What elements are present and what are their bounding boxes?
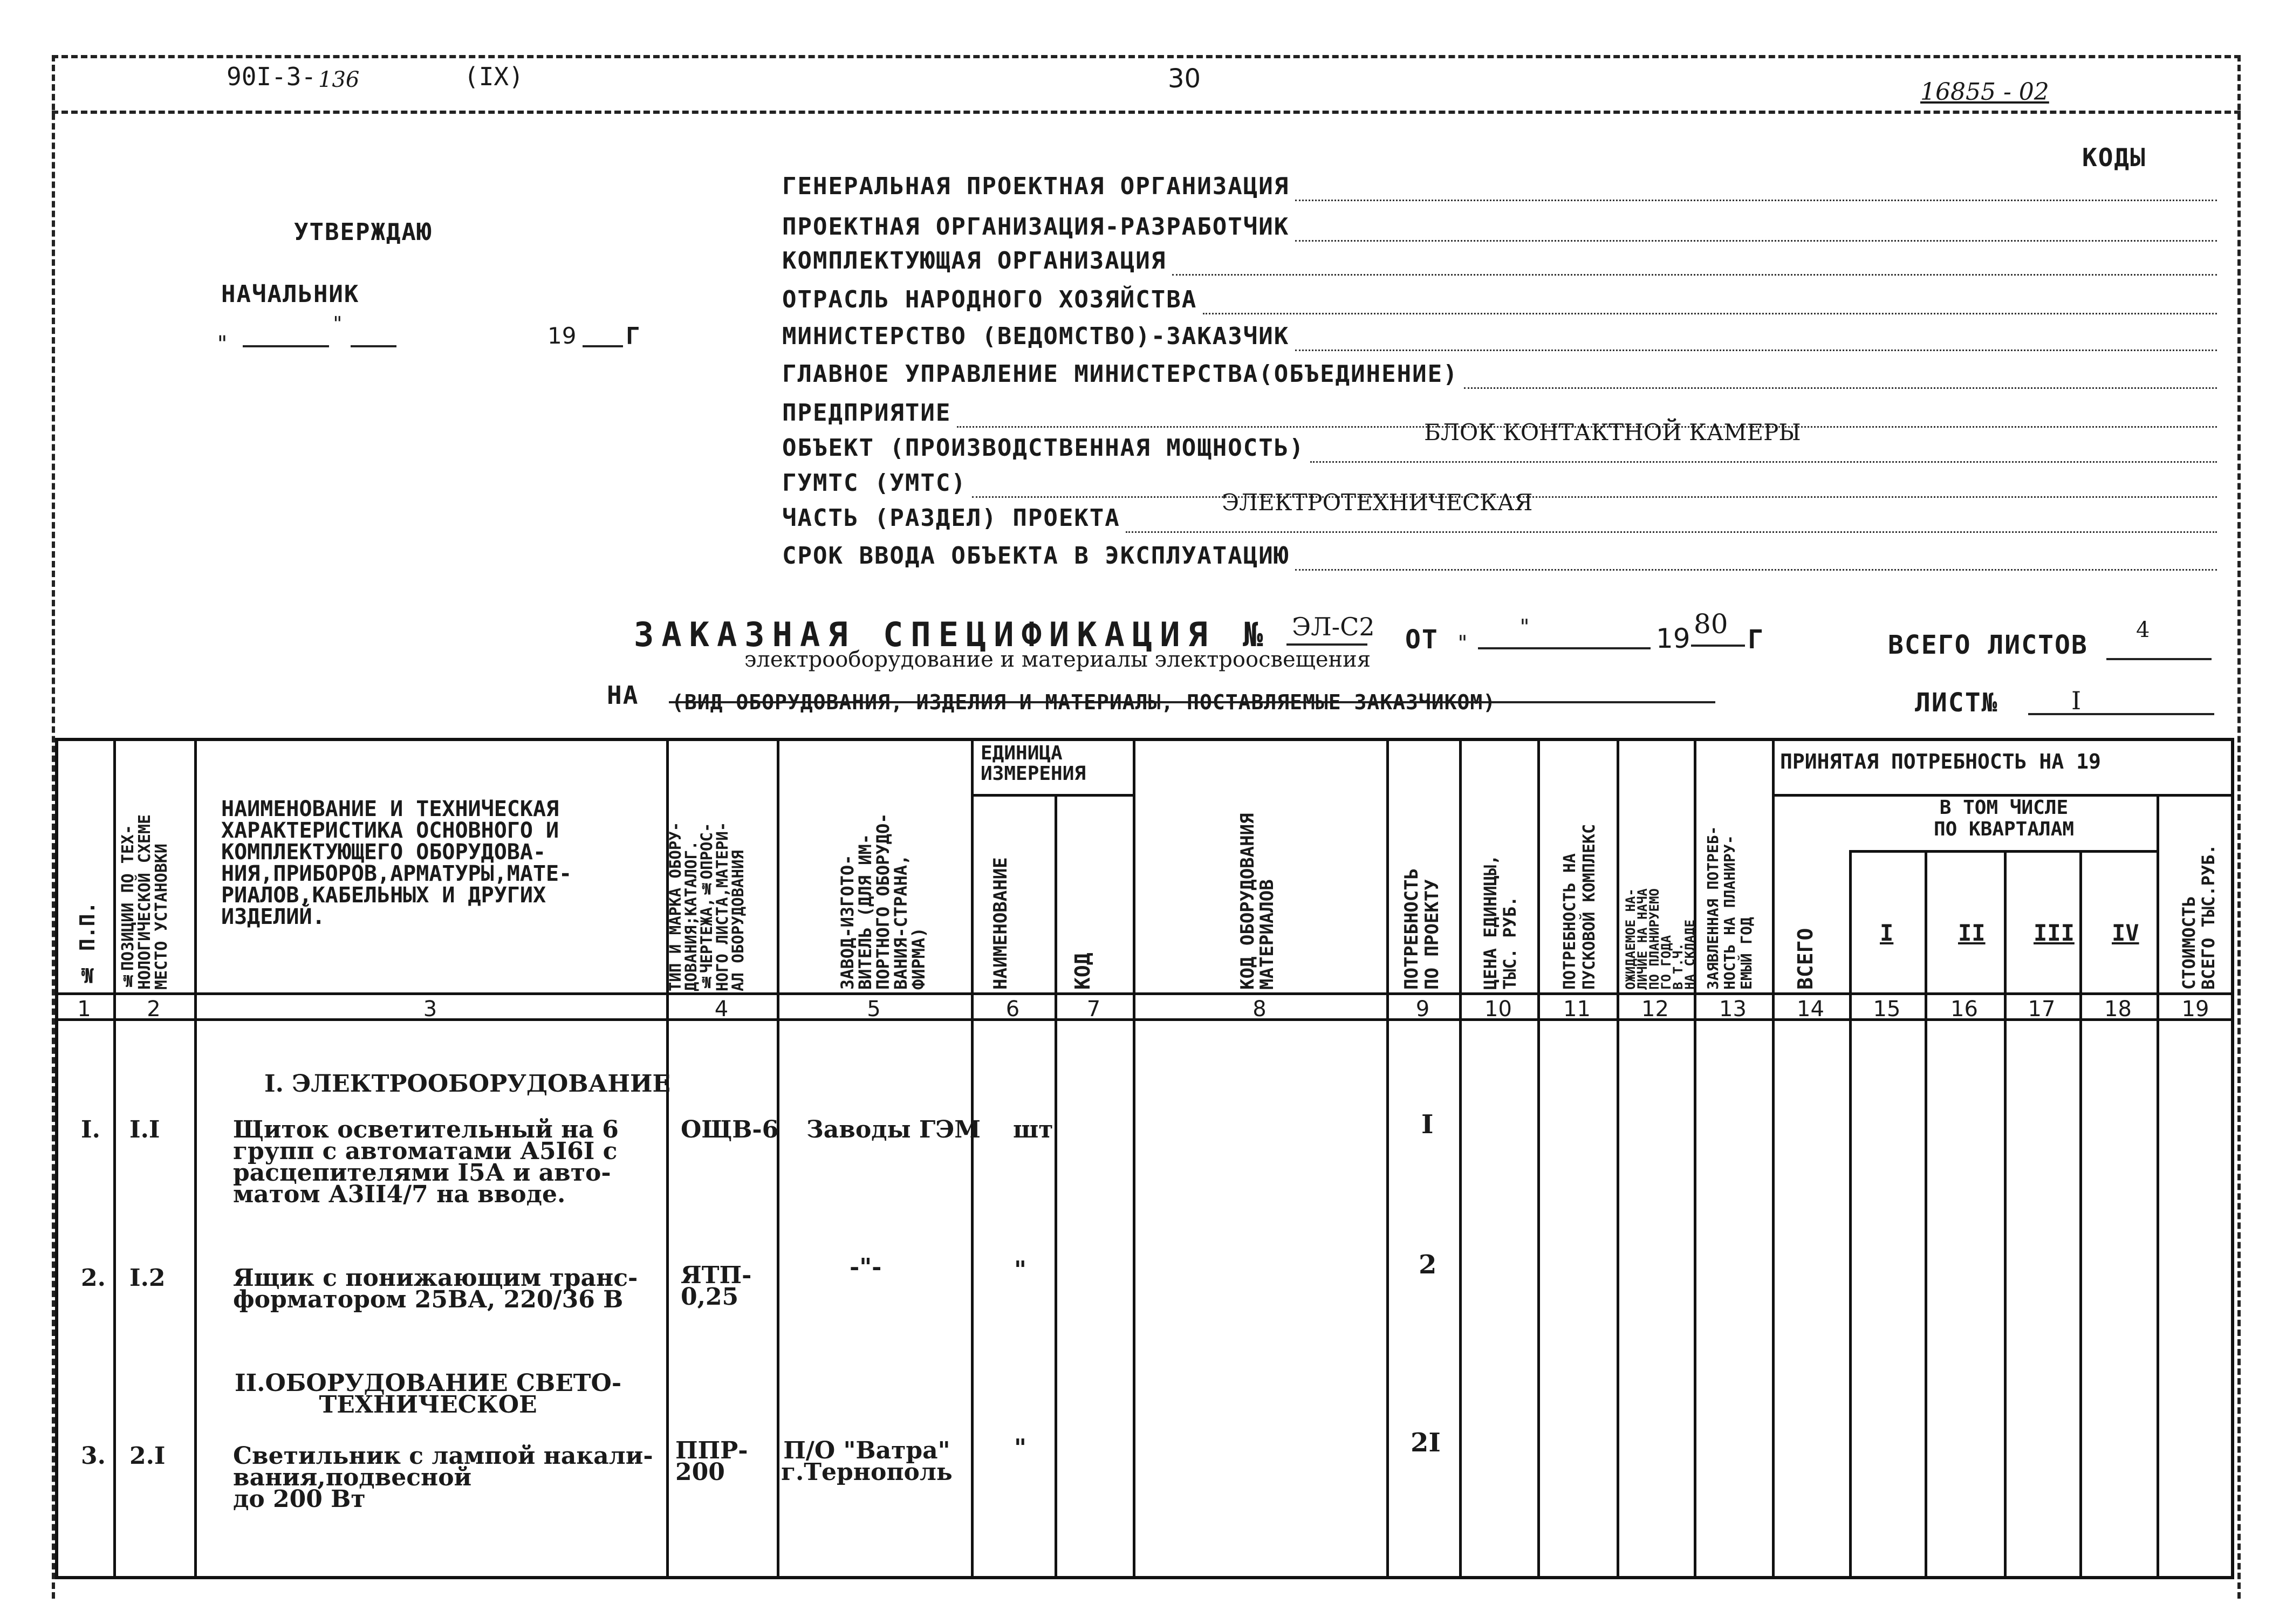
org-field-line — [1295, 240, 2217, 242]
org-field-line — [1295, 200, 2217, 201]
column-number: 4 — [714, 997, 729, 1022]
org-field-label: ПРОЕКТНАЯ ОРГАНИЗАЦИЯ-РАЗРАБОТЧИК — [782, 213, 1290, 241]
org-field-line — [972, 496, 2217, 498]
column-number: 12 — [1641, 997, 1669, 1022]
doc-code-handwritten: 136 — [318, 67, 360, 92]
table-column-rule — [1772, 738, 1775, 1579]
row2-type: ЯТП- 0,25 — [681, 1262, 752, 1311]
column-number: 10 — [1484, 997, 1512, 1022]
col13-header: ЗАЯВЛЕННАЯ ПОТРЕБ- НОСТЬ НА ПЛАНИРУ- ЕМЫЙ ГОД — [1704, 826, 1755, 990]
col5-header: ЗАВОД-ИЗГОТО- ВИТЕЛЬ (ДЛЯ ИМ- ПОРТНОГО ОБОРУДО- ВАНИЯ-СТРАНА, ФИРМА) — [837, 813, 929, 990]
col19-header: СТОИМОСТЬ ВСЕГО ТЫС.РУБ. — [2179, 844, 2219, 990]
doc-code: 90I-3- — [227, 62, 317, 91]
total-sheets: 4 — [2136, 618, 2150, 642]
column-number: 11 — [1563, 997, 1591, 1022]
table-column-rule — [1849, 850, 1852, 1579]
spec-na: НА — [607, 681, 639, 710]
spec-number: ЭЛ-С2 — [1292, 612, 1375, 641]
org-field-line — [1126, 531, 2217, 533]
spec-date-quote-close: " — [1518, 615, 1531, 639]
table-column-rule — [2079, 850, 2082, 1579]
org-field-line — [1464, 387, 2217, 389]
column-number: 3 — [423, 997, 437, 1022]
row1-type: ОЩВ-6 — [681, 1116, 779, 1143]
spec-year-line — [1691, 645, 1745, 647]
row3-maker: П/О "Ватра" г.Тернополь — [781, 1437, 953, 1486]
col11-header: ПОТРЕБНОСТЬ НА ПУСКОВОЙ КОМПЛЕКС — [1560, 824, 1599, 990]
col9-header: ПОТРЕБНОСТЬ ПО ПРОЕКТУ — [1401, 868, 1443, 990]
org-field-line — [1310, 461, 2217, 463]
org-field-label: МИНИСТЕРСТВО (ВЕДОМСТВО)-ЗАКАЗЧИК — [782, 323, 1290, 350]
sheet-number: I — [2071, 686, 2082, 715]
year-prefix: 19 — [547, 323, 577, 349]
spec-date-line — [1478, 647, 1651, 649]
column-number: 16 — [1950, 997, 1978, 1022]
column-number: 2 — [147, 997, 161, 1022]
table-row-rule — [971, 794, 1133, 797]
table-column-rule — [1537, 738, 1540, 1579]
row2-name: Ящик с понижающим транс- форматором 25ВА, 220/36 В — [233, 1264, 638, 1313]
table-column-rule — [113, 738, 116, 1579]
date-month-line — [351, 345, 396, 347]
col6-header: НАИМЕНОВАНИЕ — [990, 857, 1011, 990]
org-field-line — [1295, 569, 2217, 571]
row1-num: I. — [81, 1116, 100, 1143]
col1-header: № П.П. — [76, 901, 99, 987]
column-number: 17 — [2028, 997, 2056, 1022]
approve-label: УТВЕРЖДАЮ — [294, 218, 433, 246]
row1-qty: I — [1421, 1109, 1434, 1140]
table-column-rule — [2004, 850, 2007, 1579]
col8-header: КОД ОБОРУДОВАНИЯ МАТЕРИАЛОВ — [1237, 813, 1278, 990]
spec-number-line — [1286, 643, 1367, 646]
column-number: 15 — [1873, 997, 1901, 1022]
table-column-rule — [971, 738, 974, 1579]
org-field-label: ПРЕДПРИЯТИЕ — [782, 399, 952, 427]
row3-pos: 2.I — [129, 1442, 166, 1470]
org-field-label: КОМПЛЕКТУЮЩАЯ ОРГАНИЗАЦИЯ — [782, 247, 1167, 275]
year-suffix: Г — [626, 323, 641, 350]
table-column-rule — [1925, 850, 1927, 1579]
accepted-header: ПРИНЯТАЯ ПОТРЕБНОСТЬ НА 19 — [1780, 750, 2101, 773]
org-field-label: ОБЪЕКТ (ПРОИЗВОДСТВЕННАЯ МОЩНОСТЬ) — [782, 434, 1305, 462]
row3-qty: 2I — [1411, 1428, 1441, 1458]
org-field-label: ЧАСТЬ (РАЗДЕЛ) ПРОЕКТА — [782, 504, 1120, 532]
org-field-label: ГЛАВНОЕ УПРАВЛЕНИЕ МИНИСТЕРСТВА(ОБЪЕДИНЕНИЕ) — [782, 360, 1459, 388]
org-field-label: ГУМТС (УМТС) — [782, 469, 967, 497]
column-number: 9 — [1415, 997, 1430, 1022]
column-number: 5 — [867, 997, 881, 1022]
row2-num: 2. — [81, 1264, 106, 1292]
spec-title: ЗАКАЗНАЯ СПЕЦИФИКАЦИЯ № — [634, 615, 1271, 654]
table-column-rule — [1386, 738, 1389, 1579]
spec-year: 80 — [1694, 608, 1728, 640]
row2-unit: " — [1014, 1256, 1026, 1284]
column-number: 18 — [2104, 997, 2132, 1022]
column-number: 19 — [2181, 997, 2209, 1022]
col4-header: ТИП И МАРКА ОБОРУ- ДОВАНИЯ;КАТАЛОГ. №ЧЕРТЕЖА,№ОПРОС- НОГО ЛИСТА,МАТЕРИ- АЛ ОБОРУДОВАНИЯ — [666, 821, 747, 991]
section-electro-title: I. ЭЛЕКТРООБОРУДОВАНИЕ — [264, 1070, 671, 1098]
quarters-header: В ТОМ ЧИСЛЕ ПО КВАРТАЛАМ — [1933, 797, 2075, 840]
column-number: 8 — [1252, 997, 1267, 1022]
chief-label: НАЧАЛЬНИК — [221, 280, 360, 308]
date-quote-close: " — [332, 313, 344, 335]
row1-name: Щиток осветительный на 6 групп с автоматами А5I6I с расцепителями I5А и авто- матом А3II4/7 на вводе. — [233, 1116, 619, 1208]
org-field-value: ЭЛЕКТРОТЕХНИЧЕСКАЯ — [1222, 489, 1533, 516]
org-field-label: ГЕНЕРАЛЬНАЯ ПРОЕКТНАЯ ОРГАНИЗАЦИЯ — [782, 173, 1290, 200]
section-lighting-title: II.ОБОРУДОВАНИЕ СВЕТО- ТЕХНИЧЕСКОЕ — [235, 1369, 622, 1419]
column-number: 14 — [1797, 997, 1824, 1022]
row2-pos: I.2 — [129, 1264, 166, 1292]
spec-subject: электрооборудование и материалы электроосвещения — [744, 647, 1371, 672]
spec-date-quote-open: " — [1456, 631, 1469, 655]
col16-header: II — [1958, 920, 1986, 946]
date-day-line — [243, 345, 329, 347]
col2-header: №ПОЗИЦИИ ПО ТЕХ- НОЛОГИЧЕСКОЙ СХЕМЕ МЕСТО УСТАНОВКИ — [119, 814, 171, 990]
row1-unit: шт — [1013, 1116, 1053, 1143]
date-quote-open: " — [216, 332, 229, 357]
org-field-line — [1203, 313, 2217, 314]
row2-maker: -"- — [850, 1253, 882, 1281]
spec-year-prefix: 19 — [1656, 623, 1690, 654]
volume-number: (IX) — [464, 62, 524, 91]
table-column-rule — [1133, 738, 1135, 1579]
row3-num: 3. — [81, 1442, 106, 1470]
table-column-rule — [194, 738, 197, 1579]
sheet-number-line — [2028, 713, 2214, 715]
codes-title: КОДЫ — [2082, 143, 2146, 172]
row2-qty: 2 — [1419, 1250, 1437, 1280]
col14-header: ВСЕГО — [1794, 928, 1817, 990]
table-column-rule — [1055, 794, 1057, 1579]
org-field-line — [1295, 350, 2217, 351]
sheet-label: ЛИСТ№ — [1915, 688, 1998, 718]
table-column-rule — [1617, 738, 1619, 1579]
header-divider — [52, 111, 2241, 114]
year-line — [583, 345, 623, 347]
col17-header: III — [2034, 920, 2075, 946]
col10-header: ЦЕНА ЕДИНИЦЫ, ТЫС. РУБ. — [1480, 854, 1520, 990]
spec-from: ОТ — [1405, 625, 1439, 655]
spec-subject-caption: (ВИД ОБОРУДОВАНИЯ, ИЗДЕЛИЯ И МАТЕРИАЛЫ, ПОСТАВЛЯЕМЫЕ ЗАКАЗЧИКОМ) — [672, 690, 1496, 714]
col3-header: НАИМЕНОВАНИЕ И ТЕХНИЧЕСКАЯ ХАРАКТЕРИСТИКА ОСНОВНОГО И КОМПЛЕКТУЮЩЕГО ОБОРУДОВА- НИЯ,ПРИБОРОВ,АРМАТУРЫ,МАТЕ- РИАЛОВ,КАБЕЛЬНЫХ И ДРУГИХ ИЗДЕЛИЙ. — [221, 797, 572, 929]
spec-year-suffix: Г — [1748, 625, 1764, 655]
unit-group-header: ЕДИНИЦА ИЗМЕРЕНИЯ — [981, 742, 1086, 785]
row1-pos: I.I — [129, 1116, 160, 1143]
page-number: 30 — [1168, 64, 1201, 94]
table-row-rule — [1849, 850, 2157, 853]
org-field-label: СРОК ВВОДА ОБЪЕКТА В ЭКСПЛУАТАЦИЮ — [782, 542, 1290, 570]
col15-header: I — [1880, 920, 1894, 946]
row3-unit: " — [1014, 1434, 1026, 1462]
column-number: 13 — [1719, 997, 1747, 1022]
col12-header: ОЖИДАЕМОЕ НА- ЛИЧИЕ НА НАЧА ПО ПЛАНИРУЕМО ГО ГОДА В Т.Ч. НА СКЛАДЕ — [1623, 888, 1697, 990]
col7-header: КОД — [1071, 953, 1094, 990]
row3-type: ППР- 200 — [675, 1437, 748, 1486]
total-sheets-line — [2106, 658, 2212, 660]
table-column-rule — [2157, 794, 2159, 1579]
column-number: 7 — [1086, 997, 1101, 1022]
column-number: 1 — [77, 997, 91, 1022]
inventory-number: 16855 - 02 — [1920, 78, 2049, 106]
org-field-label: ОТРАСЛЬ НАРОДНОГО ХОЗЯЙСТВА — [782, 286, 1197, 313]
column-number: 6 — [1005, 997, 1020, 1022]
org-field-value: БЛОК КОНТАКТНОЙ КАМЕРЫ — [1424, 419, 1801, 446]
table-column-rule — [1459, 738, 1462, 1579]
table-row-rule — [55, 992, 2234, 995]
col18-header: IV — [2112, 920, 2139, 946]
table-column-rule — [777, 738, 779, 1579]
row3-name: Светильник с лампой накали- вания,подвесной до 200 Вт — [233, 1442, 653, 1513]
org-field-line — [1172, 274, 2217, 276]
total-sheets-label: ВСЕГО ЛИСТОВ — [1888, 630, 2088, 660]
row1-maker: Заводы ГЭМ — [806, 1116, 981, 1143]
